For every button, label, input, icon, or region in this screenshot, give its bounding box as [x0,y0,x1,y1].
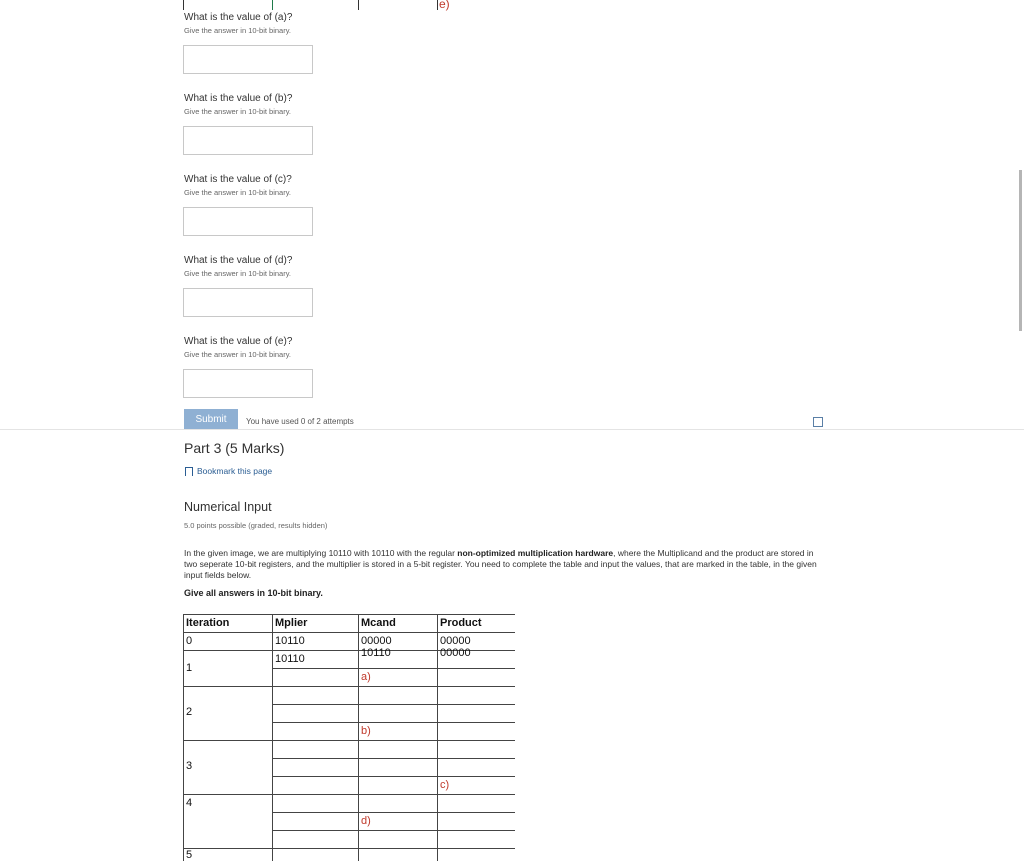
table-border [183,614,515,615]
cell-iteration: 1 [186,662,193,674]
question-hint: Give the answer in 10-bit binary. [184,26,291,35]
table-border [183,740,515,741]
table-border [272,704,515,705]
table-fragment-line [437,0,438,10]
marker-a: a) [361,671,371,683]
question-c [184,174,292,197]
question-text: What is the value of (d)? [184,255,293,266]
answer-input-c[interactable] [183,207,313,236]
table-fragment-line [183,0,184,10]
cell-iteration: 3 [186,760,193,772]
cell-product: 00000 00000 [440,635,471,659]
header-iteration: Iteration [186,617,230,629]
question-hint: Give the answer in 10-bit binary. [184,107,291,116]
table-fragment-line [272,0,273,10]
cell-iteration: 0 [186,635,193,647]
question-a [184,12,292,35]
table-border [272,830,515,831]
problem-title: Numerical Input [184,500,272,514]
table-border [272,722,515,723]
header-mplier: Mplier [275,617,308,629]
cell-iteration: 5 [186,849,193,861]
table-border [183,848,515,849]
cell-iteration: 4 [186,797,193,809]
marker-c: c) [440,779,450,791]
answer-input-b[interactable] [183,126,313,155]
cell-mplier: 10110 [275,653,305,665]
question-text: What is the value of (b)? [184,93,293,104]
table-border [272,668,515,669]
table-fragment-line [358,0,359,10]
cell-mplier: 10110 [275,635,305,647]
marker-d: d) [361,815,371,827]
table-border [183,794,515,795]
header-product: Product [440,617,482,629]
question-text: What is the value of (a)? [184,12,293,23]
table-border [183,686,515,687]
marker-b: b) [361,725,371,737]
table-border [437,614,438,861]
attempts-text: You have used 0 of 2 attempts [246,417,354,426]
table-border [358,614,359,861]
save-icon[interactable] [813,417,823,427]
table-border [183,614,184,861]
give-all-instruction: Give all answers in 10-bit binary. [184,588,323,598]
bookmark-label: Bookmark this page [197,466,273,476]
header-mcand: Mcand [361,617,396,629]
table-border [272,812,515,813]
bookmark-icon [185,467,193,476]
bookmark-link[interactable] [185,466,272,476]
part-title: Part 3 (5 Marks) [184,440,285,456]
answer-input-e[interactable] [183,369,313,398]
problem-description [184,548,824,581]
scrollbar-thumb[interactable] [1019,170,1022,331]
description-bold: non-optimized multiplication hardware [457,548,614,558]
question-hint: Give the answer in 10-bit binary. [184,188,291,197]
section-divider [0,429,1024,430]
table-border [183,632,515,633]
cell-iteration: 2 [186,706,193,718]
answer-input-a[interactable] [183,45,313,74]
marker-e: e) [439,0,450,11]
table-border [272,758,515,759]
question-text: What is the value of (c)? [184,174,292,185]
question-text: What is the value of (e)? [184,336,293,347]
answer-input-d[interactable] [183,288,313,317]
description-text: In the given image, we are multiplying 10110 with 10110 with the regular [184,548,458,558]
table-border [272,614,273,861]
points-text: 5.0 points possible (graded, results hidden) [184,521,328,530]
question-b [184,93,292,116]
question-e [184,336,292,359]
submit-button[interactable]: Submit [184,409,238,430]
cell-mcand: 00000 10110 [361,635,392,659]
question-hint: Give the answer in 10-bit binary. [184,269,291,278]
question-hint: Give the answer in 10-bit binary. [184,350,291,359]
table-border [272,776,515,777]
description-text: , where the Multiplicand and the product are stored in two seperate 10-bit registers, and the multiplier is stored in a 5-bit register. You need to complete the table and input the values, that are marked in the table, in the given input fields below. [184,548,817,580]
question-d [184,255,292,278]
